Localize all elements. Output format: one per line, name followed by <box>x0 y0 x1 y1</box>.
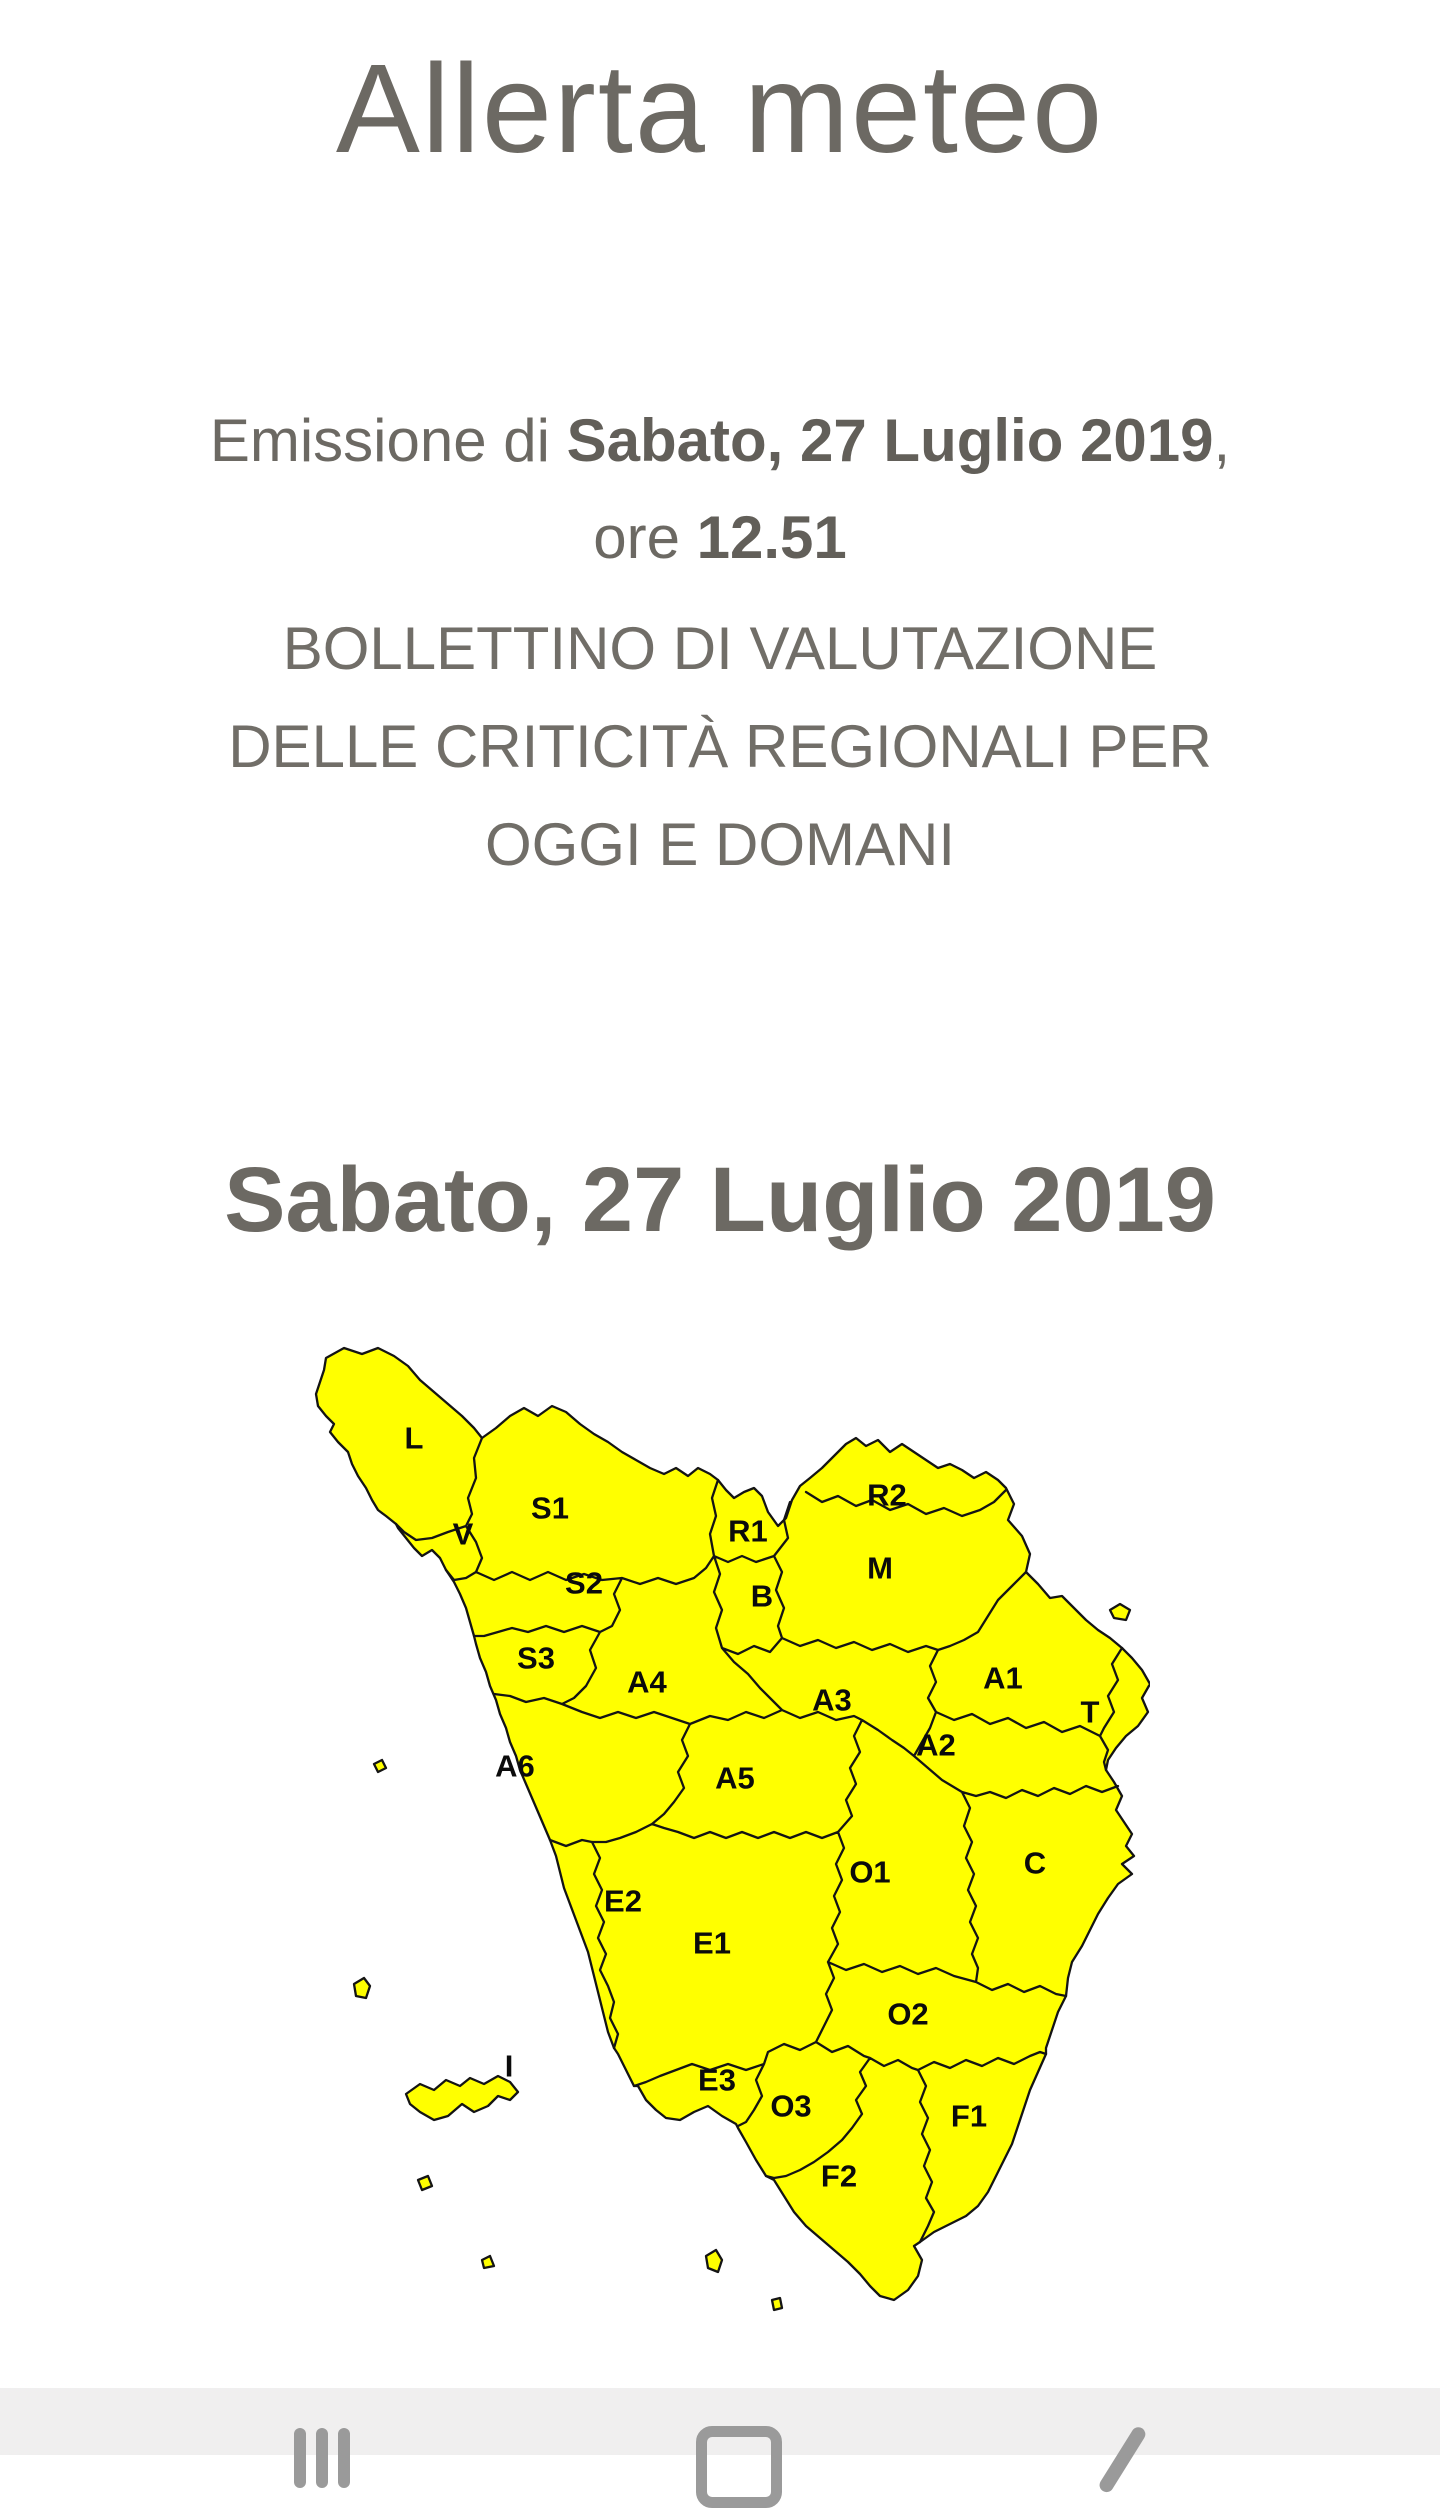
edit-icon[interactable] <box>1097 2425 1148 2495</box>
emission-date: Sabato, 27 Luglio 2019 <box>566 407 1214 474</box>
map-zone-label-c: C <box>1023 1845 1047 1881</box>
map-zone-label-m: M <box>867 1550 893 1586</box>
map-zone-label-e2: E2 <box>604 1883 642 1919</box>
bulletin-line-3: OGGI E DOMANI <box>484 811 956 878</box>
map-zone-label-s3: S3 <box>517 1640 555 1676</box>
map-zone-label-r1: R1 <box>728 1513 768 1549</box>
page-title: Allerta meteo <box>335 38 1105 179</box>
map-zone-label-a2: A2 <box>916 1727 956 1763</box>
map-zone-label-l: L <box>404 1420 424 1456</box>
tuscany-alert-map <box>270 1340 1150 2360</box>
island-gorgona <box>374 1760 386 1772</box>
day-heading: Sabato, 27 Luglio 2019 <box>224 1149 1216 1251</box>
islet-northeast <box>1110 1604 1130 1620</box>
map-zone-label-a3: A3 <box>812 1682 852 1718</box>
bulletin-line-2: DELLE CRITICITÀ REGIONALI PER <box>228 713 1212 780</box>
emission-prefix: Emissione di <box>209 407 567 474</box>
emission-comma: , <box>1213 407 1231 474</box>
map-zone-label-s2: S2 <box>565 1565 603 1601</box>
list-icon[interactable] <box>294 2428 358 2488</box>
map-zone-label-e1: E1 <box>693 1925 731 1961</box>
map-zone-label-a4: A4 <box>627 1664 667 1700</box>
map-zone-label-a1: A1 <box>983 1660 1023 1696</box>
screenshot-frame-icon[interactable] <box>696 2426 782 2508</box>
map-zone-label-f2: F2 <box>820 2158 858 2194</box>
emission-time: 12.51 <box>696 504 847 571</box>
map-zone-label-v: V <box>452 1516 474 1552</box>
map-zone-label-f1: F1 <box>950 2098 988 2134</box>
island-giglio <box>706 2250 722 2272</box>
island-pianosa <box>418 2176 432 2190</box>
island-capraia <box>354 1978 370 1998</box>
emission-ore-label: ore <box>593 504 697 571</box>
map-zone-label-o2: O2 <box>887 1996 929 2032</box>
map-zone-label-o1: O1 <box>849 1854 891 1890</box>
map-zone-label-a6: A6 <box>495 1748 535 1784</box>
map-zone-label-s1: S1 <box>531 1490 569 1526</box>
map-zone-label-i: I <box>504 2048 514 2084</box>
bottom-toolbar <box>0 2388 1440 2455</box>
map-zone-label-r2: R2 <box>867 1477 907 1513</box>
map-zone-label-t: T <box>1080 1694 1100 1730</box>
bulletin-line-1: BOLLETTINO DI VALUTAZIONE <box>282 615 1158 682</box>
island-elba <box>406 2076 518 2120</box>
tuscany-mainland-shape <box>316 1348 1150 2300</box>
island-montecristo <box>482 2256 494 2268</box>
map-zone-label-b: B <box>750 1578 774 1614</box>
island-giannutri <box>772 2298 782 2310</box>
map-zone-label-e3: E3 <box>698 2062 736 2098</box>
map-zone-label-o3: O3 <box>770 2088 812 2124</box>
emission-text <box>50 392 1390 586</box>
bulletin-text <box>50 600 1390 894</box>
map-zone-label-a5: A5 <box>715 1760 755 1796</box>
